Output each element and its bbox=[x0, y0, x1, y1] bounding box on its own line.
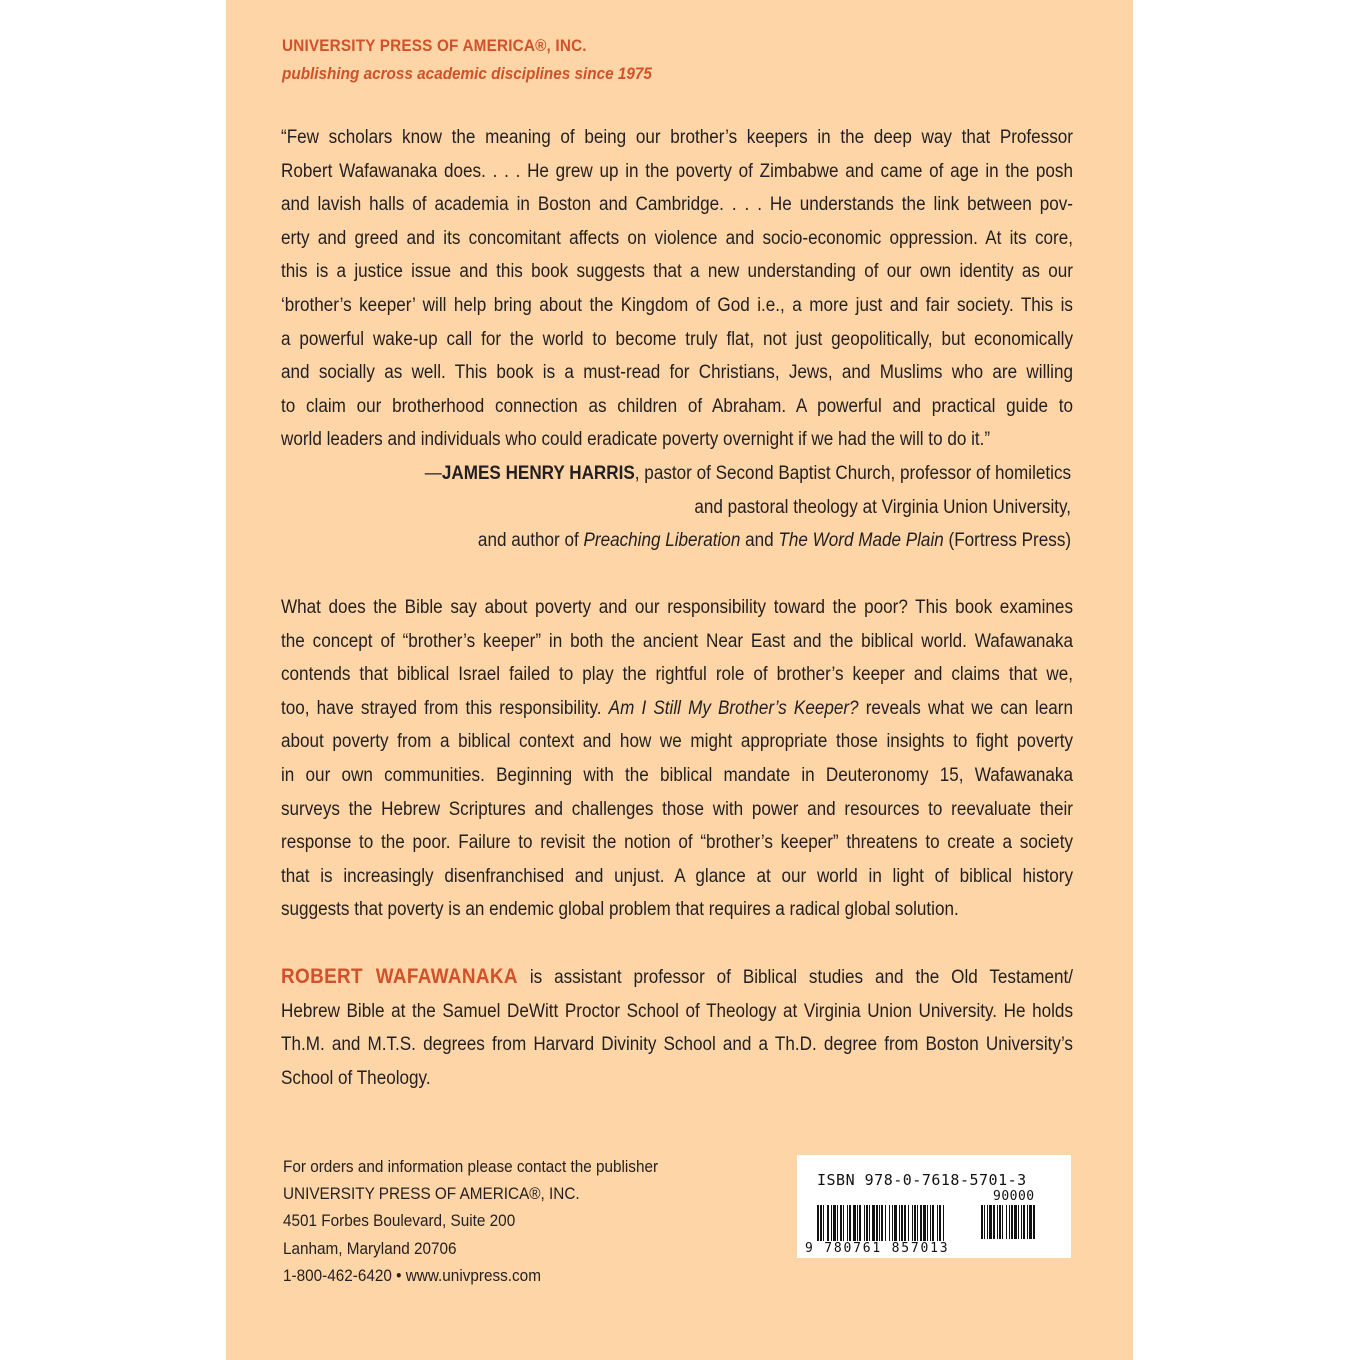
barcode-bar bbox=[923, 1205, 926, 1241]
barcode-bar bbox=[840, 1205, 842, 1241]
author-name: ROBERT WAFAWANAKA bbox=[281, 965, 518, 988]
ean-digits: 9 780761 857013 bbox=[805, 1241, 950, 1256]
barcode-bar bbox=[894, 1205, 897, 1241]
author-bio bbox=[281, 960, 1073, 1095]
description-line: in our own communities. Beginning with the biblical mandate in Deuteronomy 15, Wafawanaka bbox=[281, 764, 1073, 786]
barcode-bar bbox=[999, 1205, 1001, 1239]
barcode-bar bbox=[917, 1205, 918, 1241]
barcode-bar bbox=[869, 1205, 870, 1241]
barcode-bar bbox=[859, 1205, 861, 1241]
barcode-bar bbox=[997, 1205, 998, 1239]
contact-address2: Lanham, Maryland 20706 bbox=[283, 1238, 457, 1258]
description-line: response to the poor. Failure to revisit the notion of “brother’s keeper” threatens to create a society bbox=[281, 832, 1073, 854]
bio-line bbox=[281, 960, 1073, 995]
barcode-bar bbox=[987, 1205, 988, 1239]
barcode-bar bbox=[937, 1205, 938, 1241]
barcode-bar bbox=[857, 1205, 858, 1241]
endorsement-line: and socially as well. This book is a must-read for Christians, Jews, and Muslims who are willing bbox=[281, 362, 1073, 384]
back-cover bbox=[226, 0, 1133, 1360]
description-line bbox=[281, 692, 1073, 726]
barcode-bar bbox=[853, 1205, 856, 1241]
contact-intro: For orders and information please contact the publisher bbox=[283, 1157, 659, 1176]
description-line: that is increasingly disenfranchised and unjust. A glance at our world in light of biblical history bbox=[281, 865, 1073, 887]
barcode-bar bbox=[899, 1205, 900, 1241]
barcode-bar bbox=[823, 1205, 824, 1241]
attribution-line3-post: (Fortress Press) bbox=[943, 530, 1071, 552]
barcode-bar bbox=[920, 1205, 922, 1241]
publisher-tagline: publishing across academic disciplines since 1975 bbox=[282, 64, 652, 83]
isbn-barcode bbox=[797, 1155, 1071, 1258]
barcode-bar bbox=[1011, 1205, 1013, 1239]
barcode-bar bbox=[1009, 1205, 1010, 1239]
endorsement-line: to claim our brotherhood connection as children of Abraham. A powerful and practical guide to bbox=[281, 395, 1073, 417]
publisher-name: UNIVERSITY PRESS OF AMERICA®, INC. bbox=[282, 36, 587, 55]
barcode-bar bbox=[1023, 1205, 1025, 1239]
barcode-bar bbox=[1014, 1205, 1017, 1239]
publisher-contact bbox=[283, 1153, 658, 1289]
description-line: suggests that poverty is an endemic global problem that requires a radical global solution. bbox=[281, 899, 959, 921]
barcode-bar bbox=[901, 1205, 903, 1241]
barcode-bar bbox=[984, 1205, 985, 1239]
endorsement-line: Robert Wafawanaka does. . . . He grew up in the poverty of Zimbabwe and came of age in the posh bbox=[281, 160, 1073, 182]
barcode-bar bbox=[1027, 1205, 1028, 1239]
barcode-bar bbox=[1033, 1205, 1035, 1239]
description-line: contends that biblical Israel failed to play the rightful role of brother’s keeper and claims that we, bbox=[281, 664, 1073, 686]
barcode-bar bbox=[914, 1205, 916, 1241]
attribution-line1: , pastor of Second Baptist Church, professor of homiletics bbox=[634, 463, 1071, 484]
barcode-bar bbox=[908, 1205, 909, 1241]
isbn-text: ISBN 978-0-7618-5701-3 bbox=[817, 1171, 1027, 1189]
barcode-bar bbox=[1002, 1205, 1003, 1239]
endorsement-attribution bbox=[425, 457, 1071, 558]
description-line: What does the Bible say about poverty and our responsibility toward the poor? This book examines bbox=[281, 597, 1073, 618]
barcode-bar bbox=[930, 1205, 931, 1241]
attribution-line3-mid: and bbox=[740, 530, 779, 552]
barcode-bar bbox=[885, 1205, 886, 1241]
barcode-bar bbox=[843, 1205, 844, 1241]
barcode-bar bbox=[1029, 1205, 1032, 1239]
description-line: surveys the Hebrew Scriptures and challenges those with power and resources to reevaluate their bbox=[281, 798, 1073, 820]
barcode-bar bbox=[831, 1205, 832, 1241]
barcode-bar bbox=[889, 1205, 890, 1241]
endorsement-line: erty and greed and its concomitant affects on violence and socio-economic oppression. At its core, bbox=[281, 227, 1073, 249]
barcode-bar bbox=[989, 1205, 992, 1239]
endorsement-line: “Few scholars know the meaning of being our brother’s keepers in the deep way that Professor bbox=[281, 127, 1073, 148]
barcode-bar bbox=[1021, 1205, 1022, 1239]
barcode-bar bbox=[939, 1205, 941, 1241]
book-description bbox=[281, 591, 1073, 927]
barcode-bar bbox=[927, 1205, 928, 1241]
barcode-bar bbox=[912, 1205, 913, 1241]
endorsement-line: ‘brother’s keeper’ will help bring about the Kingdom of God i.e., a more just and fair society. This is bbox=[281, 294, 1073, 316]
barcode-bar bbox=[866, 1205, 868, 1241]
barcode-bar bbox=[881, 1205, 883, 1241]
description-line: the concept of “brother’s keeper” in both the ancient Near East and the biblical world. Wafawanaka bbox=[281, 630, 1073, 652]
description-line4-post: reveals what we can learn bbox=[858, 697, 1073, 719]
book-title: Am I Still My Brother’s Keeper? bbox=[608, 697, 859, 719]
barcode-bar bbox=[993, 1205, 995, 1239]
contact-name: UNIVERSITY PRESS OF AMERICA®, INC. bbox=[283, 1184, 580, 1204]
endorser-name: JAMES HENRY HARRIS bbox=[441, 463, 635, 484]
attribution-line2: and pastoral theology at Virginia Union University, bbox=[694, 496, 1071, 518]
barcode-bar bbox=[892, 1205, 893, 1241]
barcode-bar bbox=[1018, 1205, 1019, 1239]
barcode-bar bbox=[827, 1205, 829, 1241]
barcode-bar bbox=[872, 1205, 875, 1241]
description-line: about poverty from a biblical context and how we might appropriate those insights to fight poverty bbox=[281, 731, 1073, 753]
barcode-bar bbox=[849, 1205, 851, 1241]
contact-address1: 4501 Forbes Boulevard, Suite 200 bbox=[283, 1211, 516, 1231]
endorsement-line: a powerful wake-up call for the world to become truly flat, not just geopolitically, but economically bbox=[281, 328, 1073, 350]
book-title-2: The Word Made Plain bbox=[778, 530, 944, 552]
barcode-bar bbox=[1006, 1205, 1007, 1239]
endorsement-line: world leaders and individuals who could eradicate poverty overnight if we had the will to do it.” bbox=[281, 429, 991, 451]
barcode-bar bbox=[981, 1205, 983, 1239]
bio-line1-rest: is assistant professor of Biblical studies and the Old Testament/ bbox=[517, 967, 1073, 988]
barcode-bar bbox=[943, 1205, 944, 1241]
bio-line: Th.M. and M.T.S. degrees from Harvard Divinity School and a Th.D. degree from Boston University’s bbox=[281, 1034, 1073, 1056]
attribution-line3-pre: and author of bbox=[477, 530, 584, 552]
barcode-bar bbox=[837, 1205, 838, 1241]
barcode-bar bbox=[820, 1205, 822, 1241]
endorsement-line: this is a justice issue and this book suggests that a new understanding of our own identity as our bbox=[281, 261, 1073, 283]
endorsement-quote bbox=[281, 121, 1073, 457]
barcode-bar bbox=[904, 1205, 906, 1241]
description-line4-pre: too, have strayed from this responsibility. bbox=[281, 697, 609, 719]
contact-phone-web: 1-800-462-6420 • www.univpress.com bbox=[283, 1265, 541, 1285]
barcode-bar bbox=[864, 1205, 865, 1241]
bio-line: Hebrew Bible at the Samuel DeWitt Proctor School of Theology at Virginia Union University. He holds bbox=[281, 1000, 1073, 1022]
barcode-bar bbox=[932, 1205, 934, 1241]
bio-line: School of Theology. bbox=[281, 1067, 431, 1089]
endorsement-line: and lavish halls of academia in Boston and Cambridge. . . . He understands the link between pov- bbox=[281, 194, 1073, 216]
barcode-bar bbox=[879, 1205, 880, 1241]
barcode-bar bbox=[876, 1205, 878, 1241]
barcode-bar bbox=[833, 1205, 836, 1241]
price-code: 90000 bbox=[993, 1189, 1035, 1204]
book-title-1: Preaching Liberation bbox=[583, 530, 741, 552]
barcode-bar bbox=[847, 1205, 848, 1241]
barcode-bar bbox=[817, 1205, 819, 1241]
attribution-dash: — bbox=[424, 463, 442, 484]
